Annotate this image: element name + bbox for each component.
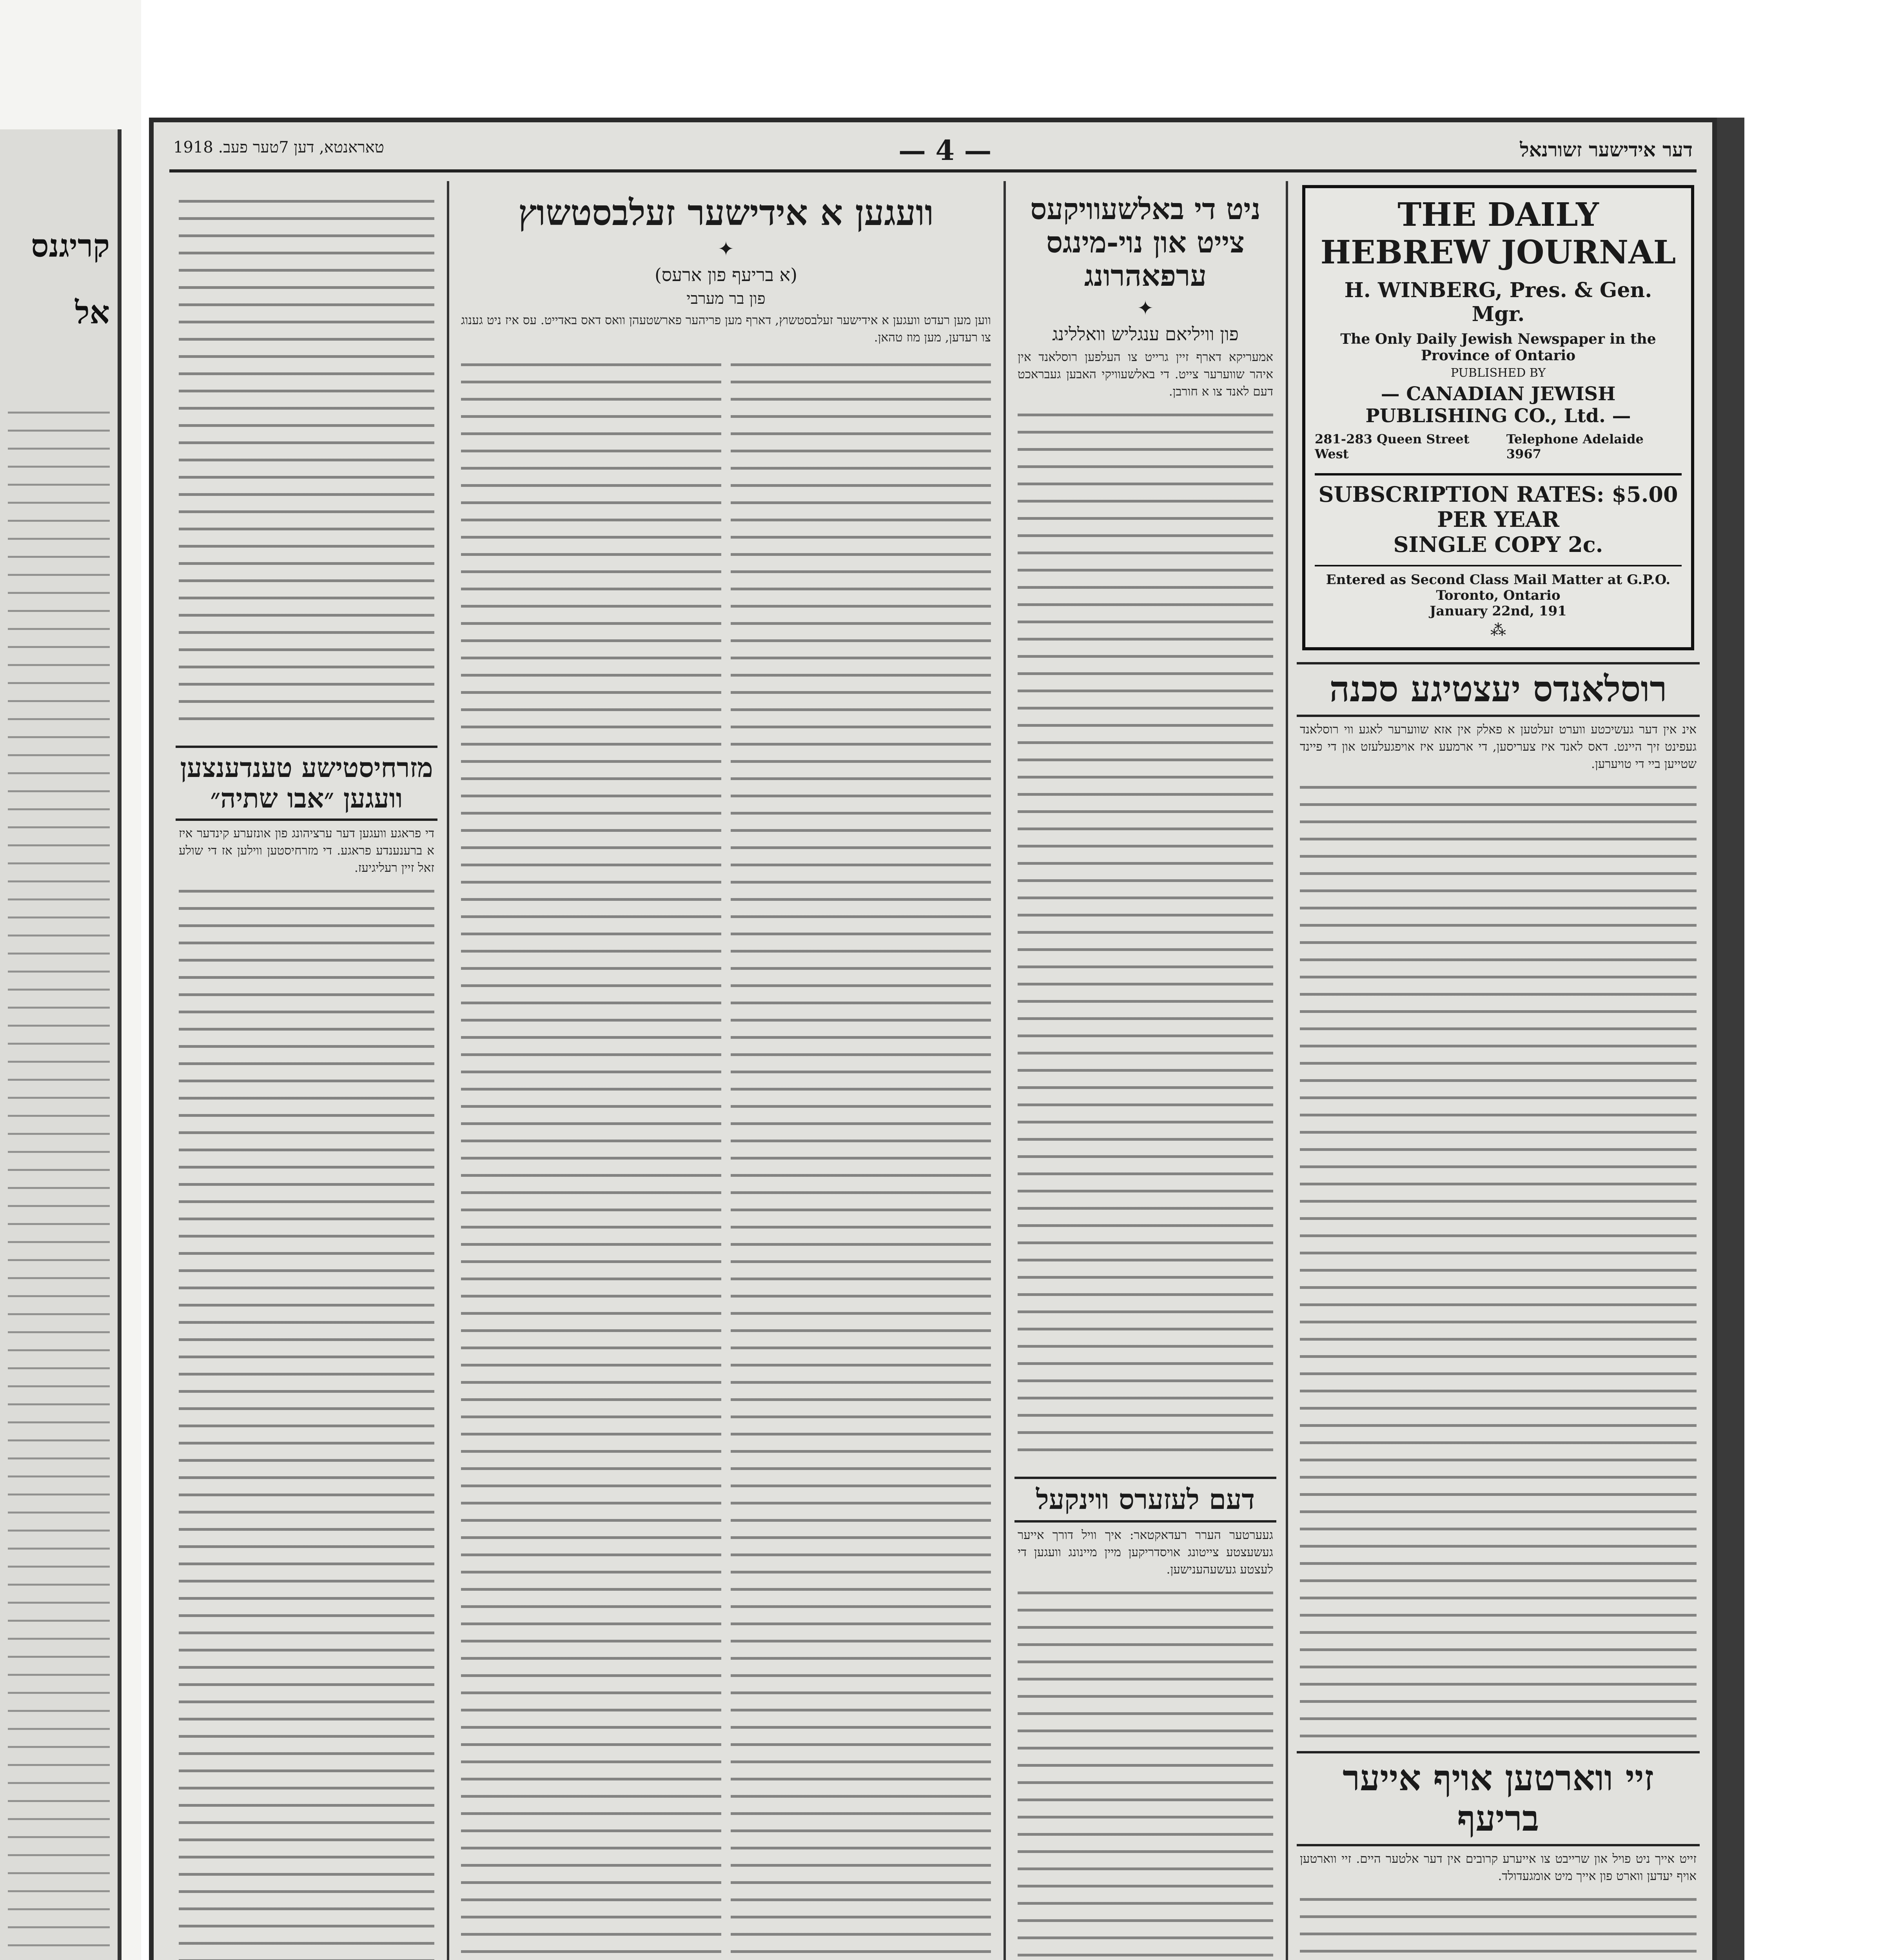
masthead-tagline: The Only Daily Jewish Newspaper in the Province of Ontario bbox=[1340, 331, 1656, 364]
column-1-text-block bbox=[179, 193, 434, 734]
mizrachi-headline: מזרחיסטישע טענדענצען וועגען ״אבו שתיה״ bbox=[180, 752, 433, 815]
editorial-1-paragraph: אינ אין דער געשיכטע ווערט זעלטען א פאלק אין אזא שווערער לאגע ווי רוסלאנד געפינט זיך היינט. דאס לאנד איז צעריסען, די ארמעע איז אויפגעלעזט און די פיינד שטייען ביי די טויערען. bbox=[1300, 722, 1697, 771]
storm-paragraph: געערטער הערר רעדאקטאר: איך וויל דורך אייער געשעצטע צייטונג אויסדריקען מיין מיינונג וועגען די לעצטע געשעהענישען. bbox=[1018, 1528, 1273, 1577]
yiddish-state-subhead: (א בריעף פון ארעס) bbox=[654, 264, 798, 285]
bolsheviki-headline: ניט די באלשעוויקעס צייט און נוי-מינגס ערפאהרונג bbox=[1030, 192, 1261, 293]
yiddish-state-columns bbox=[452, 352, 1000, 1960]
bolsheviki-subhead: פון וויליאם ענגליש וואללינג bbox=[1052, 323, 1239, 345]
prev-page-text-block bbox=[8, 404, 110, 1960]
masthead-published-by: PUBLISHED BY bbox=[1450, 366, 1546, 380]
editorial-2-head-box bbox=[1297, 1751, 1700, 1846]
column-yiddish-state bbox=[452, 181, 1000, 1960]
bolsheviki-text-block bbox=[1018, 407, 1273, 1465]
column-rule bbox=[1004, 181, 1006, 1960]
masthead-box bbox=[1302, 185, 1694, 650]
editorial-1-body bbox=[1290, 721, 1706, 773]
masthead-telephone: Telephone Adelaide 3967 bbox=[1506, 432, 1644, 461]
yiddish-state-byline: פון בר מערבי bbox=[686, 289, 766, 308]
yiddish-state-headline: וועגען א אידישער זעלבסטשוץ bbox=[518, 192, 934, 234]
divider-ornament-icon: ✦ bbox=[718, 237, 734, 260]
bolsheviki-body bbox=[1008, 348, 1283, 400]
masthead-company: — CANADIAN JEWISH PUBLISHING CO., Ltd. — bbox=[1365, 383, 1631, 427]
editorial-1-text-block bbox=[1300, 779, 1697, 1739]
masthead-entered-date: January 22nd, 191 bbox=[1430, 603, 1567, 619]
previous-page-fragment bbox=[0, 129, 122, 1960]
yiddish-state-body bbox=[452, 312, 1000, 346]
page-header bbox=[169, 134, 1697, 172]
editorial-2-paragraph: זייט אייך ניט פויל און שרייבט צו אייערע קרובים אין דער אלטער היים. זיי ווארטען אויף יעדען ווארט פון אייך מיט אומגעדולד. bbox=[1300, 1851, 1697, 1883]
masthead-entered: Entered as Second Class Mail Matter at G.P.O. Toronto, Ontario bbox=[1315, 565, 1682, 603]
yiddish-state-text-block bbox=[731, 356, 991, 1960]
header-paper-name: דער אידישער זשורנאל bbox=[1520, 138, 1693, 161]
masthead-subscription: SUBSCRIPTION RATES: $5.00 PER YEAR bbox=[1315, 473, 1682, 532]
editorial-2-text-block bbox=[1300, 1891, 1697, 1960]
header-date: טאראנטא, דען 7טער פעב. 1918 bbox=[173, 138, 384, 156]
divider-ornament-icon: ✦ bbox=[1137, 297, 1154, 320]
column-rule bbox=[447, 181, 449, 1960]
editorial-1-head-box bbox=[1297, 662, 1700, 717]
mizrachi-text-block bbox=[179, 883, 434, 1960]
masthead-publisher: H. WINBERG, Pres. & Gen. Mgr. bbox=[1344, 278, 1652, 326]
masthead-address: 281-283 Queen Street West bbox=[1315, 432, 1470, 461]
prev-page-title: קריגנס bbox=[31, 227, 110, 264]
column-masthead bbox=[1290, 181, 1706, 1960]
newspaper-page bbox=[149, 118, 1717, 1960]
masthead-single-copy: SINGLE COPY 2c. bbox=[1393, 532, 1603, 557]
masthead-title: THE DAILY HEBREW JOURNAL bbox=[1320, 196, 1676, 271]
yiddish-state-text-block bbox=[461, 356, 721, 1960]
editorial-2-body bbox=[1290, 1850, 1706, 1885]
mizrachi-paragraph: די פראגע וועגען דער ערציהונג פון אונזערע קינדער איז א ברענענדע פראגע. די מזרחיסטען ווילען אז די שולע זאל זיין רעליגיעז. bbox=[179, 826, 434, 875]
storm-head-box bbox=[1014, 1477, 1276, 1523]
column-mizrachi bbox=[169, 181, 444, 1960]
yiddish-state-paragraph: ווען מען רעדט וועגען א אידישער זעלבסטשוץ, דארף מען פריהער פארשטעהן וואס דאס באדייט. עס איז ניט גענוג צו רעדען, מען מוז טהאן. bbox=[461, 313, 991, 345]
mizrachi-body bbox=[169, 825, 444, 877]
column-bolsheviki bbox=[1008, 181, 1283, 1960]
editorial-2-headline: זיי ווארטען אויף אייער בריעף bbox=[1343, 1757, 1654, 1839]
page-edge-shadow bbox=[1717, 118, 1744, 1960]
storm-body bbox=[1008, 1526, 1283, 1578]
column-rule bbox=[1286, 181, 1288, 1960]
bolsheviki-paragraph: אמעריקא דארף זיין גרייט צו העלפען רוסלאנד אין איהר שווערער צייט. די באלשעוויקי האבען געבראכט דעם לאנד צו א חורבן. bbox=[1018, 350, 1273, 399]
masthead-address-row bbox=[1315, 432, 1682, 461]
prev-page-title-2: אל bbox=[75, 294, 110, 331]
ornament-icon: ⁂ bbox=[1490, 621, 1506, 639]
storm-headline: דעם לעזערס ווינקעל bbox=[1036, 1483, 1255, 1516]
editorial-1-headline: רוסלאנדס יעצטיגע סכנה bbox=[1329, 668, 1667, 710]
storm-text-block bbox=[1018, 1584, 1273, 1960]
mizrachi-head-box bbox=[176, 746, 437, 821]
header-page-number: — 4 — bbox=[898, 134, 992, 167]
